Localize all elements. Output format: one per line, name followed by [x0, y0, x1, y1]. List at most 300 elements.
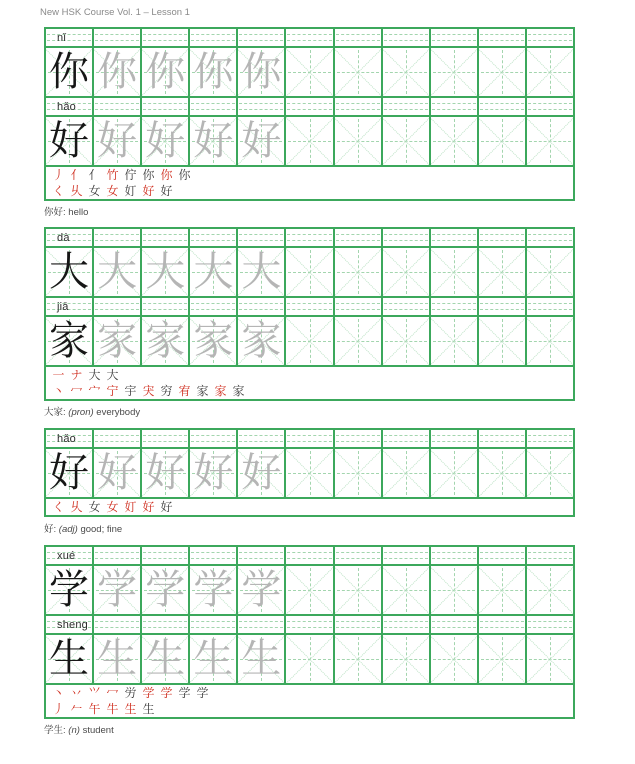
pinyin-guide-line	[287, 552, 331, 553]
stroke-step: 午	[88, 702, 101, 716]
pinyin-guide-line	[432, 240, 476, 241]
stroke-step: 佇	[124, 168, 137, 182]
trace-character: 好	[97, 118, 138, 164]
trace-character: 学	[97, 567, 138, 613]
trace-cell	[190, 117, 238, 165]
trace-cell	[238, 449, 286, 497]
empty-practice-cell	[431, 48, 479, 96]
pinyin-guide-line	[336, 435, 380, 436]
practice-section-hao	[44, 428, 575, 517]
trace-cell	[238, 317, 286, 365]
stroke-order-line	[52, 367, 573, 383]
pinyin-guide-line	[336, 40, 380, 41]
pinyin-guide-line	[143, 103, 187, 104]
empty-pinyin-cell	[431, 29, 479, 46]
empty-pinyin-cell	[286, 29, 334, 46]
pinyin-guide-line	[191, 40, 235, 41]
pinyin-guide-line	[95, 309, 139, 310]
pinyin-guide-line	[47, 303, 91, 304]
stroke-step: 乆	[70, 184, 83, 198]
trace-character: 生	[145, 636, 186, 682]
model-cell	[46, 317, 94, 365]
stroke-step: 大	[106, 368, 119, 382]
empty-practice-cell	[431, 449, 479, 497]
pinyin-guide-line	[95, 552, 139, 553]
empty-pinyin-cell	[142, 98, 190, 115]
empty-pinyin-cell	[479, 229, 527, 246]
pinyin-guide-line	[95, 240, 139, 241]
pinyin-guide-line	[143, 34, 187, 35]
empty-practice-cell	[383, 48, 431, 96]
stroke-step: 穷	[160, 384, 173, 398]
pinyin-guide-line	[384, 109, 428, 110]
stroke-step: 丷	[70, 686, 83, 700]
pinyin-guide-line	[432, 558, 476, 559]
empty-practice-cell	[479, 635, 527, 683]
stroke-step: 丶	[52, 384, 65, 398]
pinyin-row	[46, 98, 573, 117]
trace-character: 学	[241, 567, 282, 613]
pinyin-guide-line	[480, 552, 524, 553]
stroke-step: 好	[142, 184, 155, 198]
empty-practice-cell	[431, 635, 479, 683]
definition-word: 好	[44, 524, 54, 535]
pinyin-guide-line	[143, 40, 187, 41]
empty-pinyin-cell	[383, 547, 431, 564]
empty-pinyin-cell	[94, 616, 142, 633]
empty-practice-cell	[286, 117, 334, 165]
pinyin-guide-line	[384, 34, 428, 35]
stroke-step: 宥	[178, 384, 191, 398]
pinyin-guide-line	[191, 435, 235, 436]
stroke-step: 労	[124, 686, 137, 700]
empty-pinyin-cell	[142, 547, 190, 564]
empty-pinyin-cell	[383, 29, 431, 46]
empty-pinyin-cell	[238, 547, 286, 564]
empty-pinyin-cell	[335, 547, 383, 564]
empty-pinyin-cell	[479, 430, 527, 447]
pinyin-guide-line	[528, 627, 572, 628]
stroke-step: 奵	[124, 500, 137, 514]
pinyin-guide-line	[528, 34, 572, 35]
trace-character: 好	[97, 450, 138, 496]
trace-cell	[190, 566, 238, 614]
empty-pinyin-cell	[190, 430, 238, 447]
trace-cell	[190, 635, 238, 683]
pinyin-guide-line	[287, 303, 331, 304]
pinyin-guide-line	[287, 234, 331, 235]
empty-pinyin-cell	[479, 547, 527, 564]
empty-pinyin-cell	[238, 430, 286, 447]
stroke-order-line	[52, 499, 573, 515]
stroke-step: ナ	[70, 368, 83, 382]
stroke-step: 丿	[52, 168, 65, 182]
stroke-step: 好	[160, 184, 173, 198]
empty-pinyin-cell	[190, 298, 238, 315]
pinyin-guide-line	[239, 441, 283, 442]
pinyin-guide-line	[480, 558, 524, 559]
empty-pinyin-cell	[142, 229, 190, 246]
trace-character: 生	[97, 636, 138, 682]
pinyin-guide-line	[384, 558, 428, 559]
stroke-step: 丶	[52, 686, 65, 700]
pinyin-guide-line	[480, 303, 524, 304]
pinyin-guide-line	[239, 303, 283, 304]
definition	[44, 523, 122, 536]
trace-cell	[238, 248, 286, 296]
empty-pinyin-cell	[479, 98, 527, 115]
empty-pinyin-cell	[238, 98, 286, 115]
pinyin-guide-line	[528, 109, 572, 110]
pinyin-guide-line	[384, 303, 428, 304]
pinyin-guide-line	[528, 435, 572, 436]
pinyin-guide-line	[432, 103, 476, 104]
empty-practice-cell	[479, 248, 527, 296]
empty-practice-cell	[527, 317, 573, 365]
trace-cell	[94, 566, 142, 614]
pinyin-label: jiā	[57, 300, 69, 313]
pinyin-row	[46, 616, 573, 635]
pinyin-guide-line	[528, 303, 572, 304]
empty-pinyin-cell	[431, 547, 479, 564]
pinyin-guide-line	[95, 621, 139, 622]
pinyin-guide-line	[384, 309, 428, 310]
pinyin-guide-line	[480, 103, 524, 104]
trace-character: 学	[193, 567, 234, 613]
pinyin-guide-line	[480, 627, 524, 628]
pinyin-guide-line	[336, 240, 380, 241]
pinyin-guide-line	[528, 103, 572, 104]
pinyin-guide-line	[191, 309, 235, 310]
definition-meaning: everybody	[96, 407, 141, 418]
definition-separator: :	[63, 207, 69, 218]
trace-character: 你	[145, 49, 186, 95]
empty-pinyin-cell	[527, 98, 573, 115]
pinyin-label: hǎo	[57, 432, 76, 445]
stroke-step: 你	[178, 168, 191, 182]
pinyin-guide-line	[95, 40, 139, 41]
pinyin-guide-line	[336, 103, 380, 104]
pinyin-row	[46, 547, 573, 566]
empty-practice-cell	[335, 117, 383, 165]
empty-pinyin-cell	[527, 229, 573, 246]
hanzi-row	[46, 566, 573, 616]
pinyin-guide-line	[336, 309, 380, 310]
stroke-step: く	[52, 500, 65, 514]
empty-practice-cell	[527, 566, 573, 614]
empty-pinyin-cell	[335, 430, 383, 447]
pinyin-guide-line	[384, 621, 428, 622]
pinyin-guide-line	[191, 240, 235, 241]
pinyin-cell	[46, 29, 94, 46]
pinyin-guide-line	[287, 103, 331, 104]
pinyin-guide-line	[143, 621, 187, 622]
pinyin-guide-line	[47, 40, 91, 41]
hanzi-row	[46, 635, 573, 685]
pinyin-guide-line	[143, 435, 187, 436]
pinyin-guide-line	[480, 309, 524, 310]
pinyin-guide-line	[384, 234, 428, 235]
hanzi-row	[46, 48, 573, 98]
stroke-step: ⺍	[88, 686, 101, 700]
pinyin-label: nǐ	[57, 31, 66, 44]
empty-practice-cell	[335, 48, 383, 96]
pinyin-guide-line	[432, 109, 476, 110]
hanzi-row	[46, 449, 573, 499]
practice-section-xuesheng	[44, 545, 575, 719]
empty-pinyin-cell	[190, 616, 238, 633]
stroke-step: 冖	[106, 686, 119, 700]
trace-character: 学	[145, 567, 186, 613]
empty-practice-cell	[431, 248, 479, 296]
pinyin-guide-line	[336, 558, 380, 559]
stroke-step: 乆	[70, 500, 83, 514]
trace-character: 你	[193, 49, 234, 95]
pinyin-guide-line	[239, 109, 283, 110]
pinyin-guide-line	[95, 441, 139, 442]
stroke-step: 亻	[88, 168, 101, 182]
model-cell	[46, 566, 94, 614]
empty-pinyin-cell	[335, 229, 383, 246]
pinyin-guide-line	[143, 309, 187, 310]
pinyin-guide-line	[191, 303, 235, 304]
hanzi-row	[46, 317, 573, 367]
empty-pinyin-cell	[335, 29, 383, 46]
pinyin-guide-line	[480, 435, 524, 436]
trace-cell	[190, 48, 238, 96]
stroke-step: 宁	[106, 384, 119, 398]
definition-separator: :	[63, 407, 69, 418]
pinyin-guide-line	[191, 109, 235, 110]
pinyin-guide-line	[432, 441, 476, 442]
empty-pinyin-cell	[479, 29, 527, 46]
model-character: 家	[49, 318, 90, 364]
pinyin-guide-line	[95, 34, 139, 35]
pinyin-guide-line	[287, 40, 331, 41]
empty-practice-cell	[527, 48, 573, 96]
pinyin-guide-line	[432, 552, 476, 553]
empty-pinyin-cell	[94, 229, 142, 246]
pinyin-guide-line	[336, 441, 380, 442]
stroke-step: 大	[88, 368, 101, 382]
pinyin-guide-line	[384, 552, 428, 553]
pinyin-cell	[46, 430, 94, 447]
empty-practice-cell	[527, 117, 573, 165]
empty-pinyin-cell	[383, 98, 431, 115]
practice-section-dajia	[44, 227, 575, 401]
pinyin-guide-line	[480, 234, 524, 235]
pinyin-guide-line	[384, 240, 428, 241]
definition-meaning: student	[82, 725, 114, 736]
pinyin-guide-line	[480, 34, 524, 35]
empty-practice-cell	[286, 317, 334, 365]
trace-cell	[94, 635, 142, 683]
pinyin-guide-line	[336, 34, 380, 35]
trace-character: 生	[193, 636, 234, 682]
stroke-step: 女	[106, 500, 119, 514]
pinyin-guide-line	[191, 558, 235, 559]
trace-character: 大	[241, 249, 282, 295]
pinyin-guide-line	[528, 552, 572, 553]
definition-word: 大家	[44, 407, 64, 418]
pinyin-guide-line	[432, 621, 476, 622]
pinyin-guide-line	[384, 40, 428, 41]
empty-practice-cell	[383, 248, 431, 296]
trace-character: 好	[145, 450, 186, 496]
pinyin-guide-line	[384, 435, 428, 436]
stroke-step: 家	[196, 384, 209, 398]
pinyin-guide-line	[239, 240, 283, 241]
stroke-step: 好	[160, 500, 173, 514]
stroke-step: 宊	[142, 384, 155, 398]
practice-section-nihao	[44, 27, 575, 201]
empty-practice-cell	[335, 248, 383, 296]
stroke-step: 家	[232, 384, 245, 398]
pinyin-guide-line	[287, 240, 331, 241]
empty-pinyin-cell	[190, 547, 238, 564]
empty-practice-cell	[286, 248, 334, 296]
trace-cell	[142, 449, 190, 497]
empty-pinyin-cell	[479, 298, 527, 315]
pinyin-guide-line	[287, 441, 331, 442]
trace-cell	[94, 317, 142, 365]
stroke-order-line	[52, 701, 573, 717]
empty-pinyin-cell	[335, 616, 383, 633]
pinyin-guide-line	[143, 441, 187, 442]
pinyin-guide-line	[191, 103, 235, 104]
empty-pinyin-cell	[286, 430, 334, 447]
definition-pos: (adj)	[58, 524, 78, 535]
empty-practice-cell	[479, 117, 527, 165]
empty-pinyin-cell	[238, 298, 286, 315]
empty-pinyin-cell	[286, 98, 334, 115]
stroke-step: 𠂉	[70, 702, 83, 716]
trace-character: 家	[145, 318, 186, 364]
empty-practice-cell	[479, 48, 527, 96]
empty-practice-cell	[335, 317, 383, 365]
empty-pinyin-cell	[335, 98, 383, 115]
pinyin-guide-line	[239, 234, 283, 235]
pinyin-guide-line	[287, 435, 331, 436]
definition-separator: :	[53, 524, 59, 535]
pinyin-guide-line	[47, 34, 91, 35]
empty-pinyin-cell	[431, 229, 479, 246]
definition-pos: (n)	[68, 725, 80, 736]
pinyin-guide-line	[191, 441, 235, 442]
pinyin-guide-line	[287, 627, 331, 628]
definition-meaning: good; fine	[80, 524, 123, 535]
pinyin-guide-line	[95, 435, 139, 436]
empty-pinyin-cell	[142, 430, 190, 447]
pinyin-row	[46, 229, 573, 248]
empty-practice-cell	[479, 449, 527, 497]
definition	[44, 206, 88, 219]
empty-pinyin-cell	[286, 229, 334, 246]
pinyin-guide-line	[95, 558, 139, 559]
pinyin-label: xué	[57, 549, 76, 562]
trace-cell	[142, 48, 190, 96]
pinyin-cell	[46, 298, 94, 315]
stroke-step: 生	[124, 702, 137, 716]
trace-cell	[190, 248, 238, 296]
trace-cell	[238, 117, 286, 165]
pinyin-row	[46, 29, 573, 48]
empty-pinyin-cell	[431, 616, 479, 633]
stroke-step: 奵	[124, 184, 137, 198]
empty-practice-cell	[383, 566, 431, 614]
stroke-step: 学	[160, 686, 173, 700]
trace-cell	[190, 317, 238, 365]
pinyin-guide-line	[143, 234, 187, 235]
model-cell	[46, 117, 94, 165]
stroke-step: 学	[196, 686, 209, 700]
stroke-step: 家	[214, 384, 227, 398]
trace-character: 大	[97, 249, 138, 295]
empty-pinyin-cell	[286, 547, 334, 564]
page-title: New HSK Course Vol. 1 – Lesson 1	[40, 7, 190, 18]
pinyin-guide-line	[432, 309, 476, 310]
trace-character: 大	[193, 249, 234, 295]
model-cell	[46, 635, 94, 683]
pinyin-guide-line	[239, 103, 283, 104]
pinyin-guide-line	[528, 441, 572, 442]
stroke-step: 女	[88, 184, 101, 198]
empty-practice-cell	[286, 48, 334, 96]
stroke-order-area	[46, 685, 573, 717]
stroke-step: 学	[142, 686, 155, 700]
model-character: 大	[49, 249, 90, 295]
trace-character: 好	[193, 450, 234, 496]
empty-pinyin-cell	[527, 616, 573, 633]
definition-meaning: hello	[68, 207, 89, 218]
empty-pinyin-cell	[527, 430, 573, 447]
pinyin-row	[46, 298, 573, 317]
empty-pinyin-cell	[383, 616, 431, 633]
stroke-step: 生	[142, 702, 155, 716]
empty-practice-cell	[431, 117, 479, 165]
empty-pinyin-cell	[94, 29, 142, 46]
stroke-step: 冖	[70, 384, 83, 398]
empty-pinyin-cell	[238, 616, 286, 633]
pinyin-guide-line	[287, 558, 331, 559]
pinyin-guide-line	[239, 40, 283, 41]
pinyin-guide-line	[432, 435, 476, 436]
pinyin-guide-line	[95, 627, 139, 628]
pinyin-guide-line	[143, 109, 187, 110]
stroke-order-line	[52, 183, 573, 199]
pinyin-guide-line	[95, 109, 139, 110]
pinyin-label: hǎo	[57, 100, 76, 113]
empty-pinyin-cell	[383, 298, 431, 315]
stroke-step: 好	[142, 500, 155, 514]
stroke-order-area	[46, 167, 573, 199]
stroke-step: 女	[106, 184, 119, 198]
pinyin-guide-line	[432, 627, 476, 628]
pinyin-guide-line	[528, 309, 572, 310]
empty-practice-cell	[335, 449, 383, 497]
pinyin-guide-line	[480, 240, 524, 241]
stroke-step: 亻	[70, 168, 83, 182]
empty-pinyin-cell	[238, 29, 286, 46]
empty-pinyin-cell	[94, 430, 142, 447]
empty-pinyin-cell	[142, 298, 190, 315]
pinyin-guide-line	[528, 234, 572, 235]
pinyin-guide-line	[287, 34, 331, 35]
pinyin-guide-line	[239, 621, 283, 622]
empty-practice-cell	[527, 635, 573, 683]
empty-pinyin-cell	[527, 29, 573, 46]
empty-practice-cell	[286, 566, 334, 614]
